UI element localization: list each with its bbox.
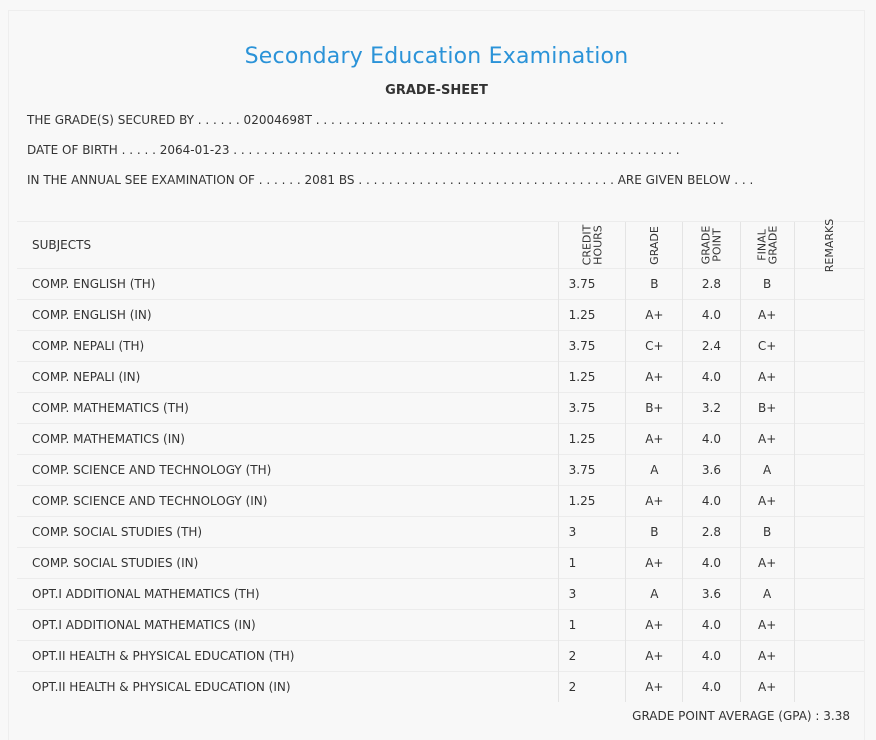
subject-cell: OPT.I ADDITIONAL MATHEMATICS (IN) [17, 610, 558, 641]
grade-point-cell: 2.8 [683, 269, 740, 300]
credit-hours-cell: 1.25 [558, 424, 626, 455]
grade-point-cell: 4.0 [683, 424, 740, 455]
remarks-cell [794, 672, 864, 703]
page-subtitle: GRADE-SHEET [385, 83, 488, 98]
gpa-summary: GRADE POINT AVERAGE (GPA) : 3.38 [632, 709, 850, 723]
final-grade-cell: A [740, 455, 794, 486]
credit-hours-cell: 3.75 [558, 331, 626, 362]
grade-point-cell: 2.4 [683, 331, 740, 362]
remarks-cell [794, 548, 864, 579]
final-grade-cell: C+ [740, 331, 794, 362]
credit-hours-cell: 1 [558, 610, 626, 641]
header-credit-hours: CREDIT HOURS [558, 222, 626, 269]
remarks-cell [794, 331, 864, 362]
table-row [17, 393, 864, 424]
subject-cell: OPT.II HEALTH & PHYSICAL EDUCATION (IN) [17, 672, 558, 703]
final-grade-cell: A+ [740, 641, 794, 672]
grade-cell: A [626, 455, 683, 486]
remarks-cell [794, 393, 864, 424]
subject-cell: OPT.I ADDITIONAL MATHEMATICS (TH) [17, 579, 558, 610]
final-grade-cell: B [740, 269, 794, 300]
table-row [17, 672, 864, 703]
grade-cell: B [626, 517, 683, 548]
grade-cell: A+ [626, 548, 683, 579]
subject-cell: COMP. ENGLISH (IN) [17, 300, 558, 331]
grade-point-cell: 4.0 [683, 300, 740, 331]
grade-point-cell: 2.8 [683, 517, 740, 548]
table-row [17, 641, 864, 672]
remarks-cell [794, 269, 864, 300]
remarks-cell [794, 300, 864, 331]
grade-point-cell: 4.0 [683, 641, 740, 672]
header-grade: GRADE [626, 222, 683, 269]
examination-line: IN THE ANNUAL SEE EXAMINATION OF . . . . . . 2081 BS . . . . . . . . . . . . . . . . . . . . . . . . . . . . . . . . . . ARE GIVEN BELOW . . . [27, 173, 754, 187]
final-grade-cell: A+ [740, 362, 794, 393]
grade-cell: B+ [626, 393, 683, 424]
final-grade-cell: A+ [740, 486, 794, 517]
secured-by-line: THE GRADE(S) SECURED BY . . . . . . 02004698T . . . . . . . . . . . . . . . . . . . . . . . . . . . . . . . . . . . . . . . . . . . . . . . . . . . . . . [27, 113, 724, 127]
grade-point-cell: 4.0 [683, 672, 740, 703]
remarks-cell [794, 486, 864, 517]
final-grade-cell: A+ [740, 672, 794, 703]
grade-point-cell: 3.6 [683, 455, 740, 486]
remarks-cell [794, 455, 864, 486]
table-row [17, 331, 864, 362]
header-grade-point: GRADE POINT [683, 222, 740, 269]
credit-hours-cell: 3 [558, 579, 626, 610]
grade-point-cell: 4.0 [683, 362, 740, 393]
grade-cell: A+ [626, 362, 683, 393]
table-row [17, 362, 864, 393]
grade-point-cell: 4.0 [683, 548, 740, 579]
final-grade-cell: B+ [740, 393, 794, 424]
remarks-cell [794, 641, 864, 672]
grade-cell: A+ [626, 610, 683, 641]
header-final-grade: FINAL GRADE [740, 222, 794, 269]
table-row [17, 579, 864, 610]
grade-point-cell: 4.0 [683, 610, 740, 641]
page-title: Secondary Education Examination [244, 44, 629, 69]
grade-sheet [8, 10, 865, 740]
remarks-cell [794, 579, 864, 610]
grade-point-cell: 3.6 [683, 579, 740, 610]
grade-cell: C+ [626, 331, 683, 362]
subject-cell: COMP. SOCIAL STUDIES (TH) [17, 517, 558, 548]
table-row [17, 486, 864, 517]
subject-cell: COMP. MATHEMATICS (TH) [17, 393, 558, 424]
grade-cell: A [626, 579, 683, 610]
table-row [17, 548, 864, 579]
remarks-cell [794, 424, 864, 455]
subject-cell: COMP. NEPALI (IN) [17, 362, 558, 393]
grade-point-cell: 4.0 [683, 486, 740, 517]
grade-cell: A+ [626, 424, 683, 455]
final-grade-cell: A [740, 579, 794, 610]
grade-cell: A+ [626, 641, 683, 672]
grade-cell: A+ [626, 486, 683, 517]
subject-cell: COMP. SOCIAL STUDIES (IN) [17, 548, 558, 579]
credit-hours-cell: 3.75 [558, 455, 626, 486]
subject-cell: COMP. SCIENCE AND TECHNOLOGY (TH) [17, 455, 558, 486]
credit-hours-cell: 1.25 [558, 300, 626, 331]
table-row [17, 610, 864, 641]
final-grade-cell: A+ [740, 548, 794, 579]
credit-hours-cell: 2 [558, 641, 626, 672]
table-row [17, 455, 864, 486]
header-remarks: REMARKS [794, 222, 864, 269]
grade-point-cell: 3.2 [683, 393, 740, 424]
final-grade-cell: B [740, 517, 794, 548]
header-subjects: SUBJECTS [17, 222, 558, 269]
date-of-birth-line: DATE OF BIRTH . . . . . 2064-01-23 . . . . . . . . . . . . . . . . . . . . . . . . . . . . . . . . . . . . . . . . . . . . . . . . . . . . . . . . . . . [27, 143, 680, 157]
credit-hours-cell: 3.75 [558, 269, 626, 300]
subject-cell: COMP. SCIENCE AND TECHNOLOGY (IN) [17, 486, 558, 517]
credit-hours-cell: 1.25 [558, 486, 626, 517]
credit-hours-cell: 2 [558, 672, 626, 703]
final-grade-cell: A+ [740, 424, 794, 455]
remarks-cell [794, 362, 864, 393]
grade-cell: A+ [626, 672, 683, 703]
grades-table [17, 218, 864, 702]
table-row [17, 517, 864, 548]
table-row [17, 424, 864, 455]
credit-hours-cell: 1.25 [558, 362, 626, 393]
table-row [17, 300, 864, 331]
remarks-cell [794, 610, 864, 641]
final-grade-cell: A+ [740, 300, 794, 331]
subject-cell: COMP. NEPALI (TH) [17, 331, 558, 362]
credit-hours-cell: 3 [558, 517, 626, 548]
table-header-row [17, 222, 864, 269]
final-grade-cell: A+ [740, 610, 794, 641]
grade-cell: A+ [626, 300, 683, 331]
subject-cell: OPT.II HEALTH & PHYSICAL EDUCATION (TH) [17, 641, 558, 672]
grade-cell: B [626, 269, 683, 300]
credit-hours-cell: 3.75 [558, 393, 626, 424]
subject-cell: COMP. MATHEMATICS (IN) [17, 424, 558, 455]
credit-hours-cell: 1 [558, 548, 626, 579]
remarks-cell [794, 517, 864, 548]
table-row [17, 269, 864, 300]
subject-cell: COMP. ENGLISH (TH) [17, 269, 558, 300]
